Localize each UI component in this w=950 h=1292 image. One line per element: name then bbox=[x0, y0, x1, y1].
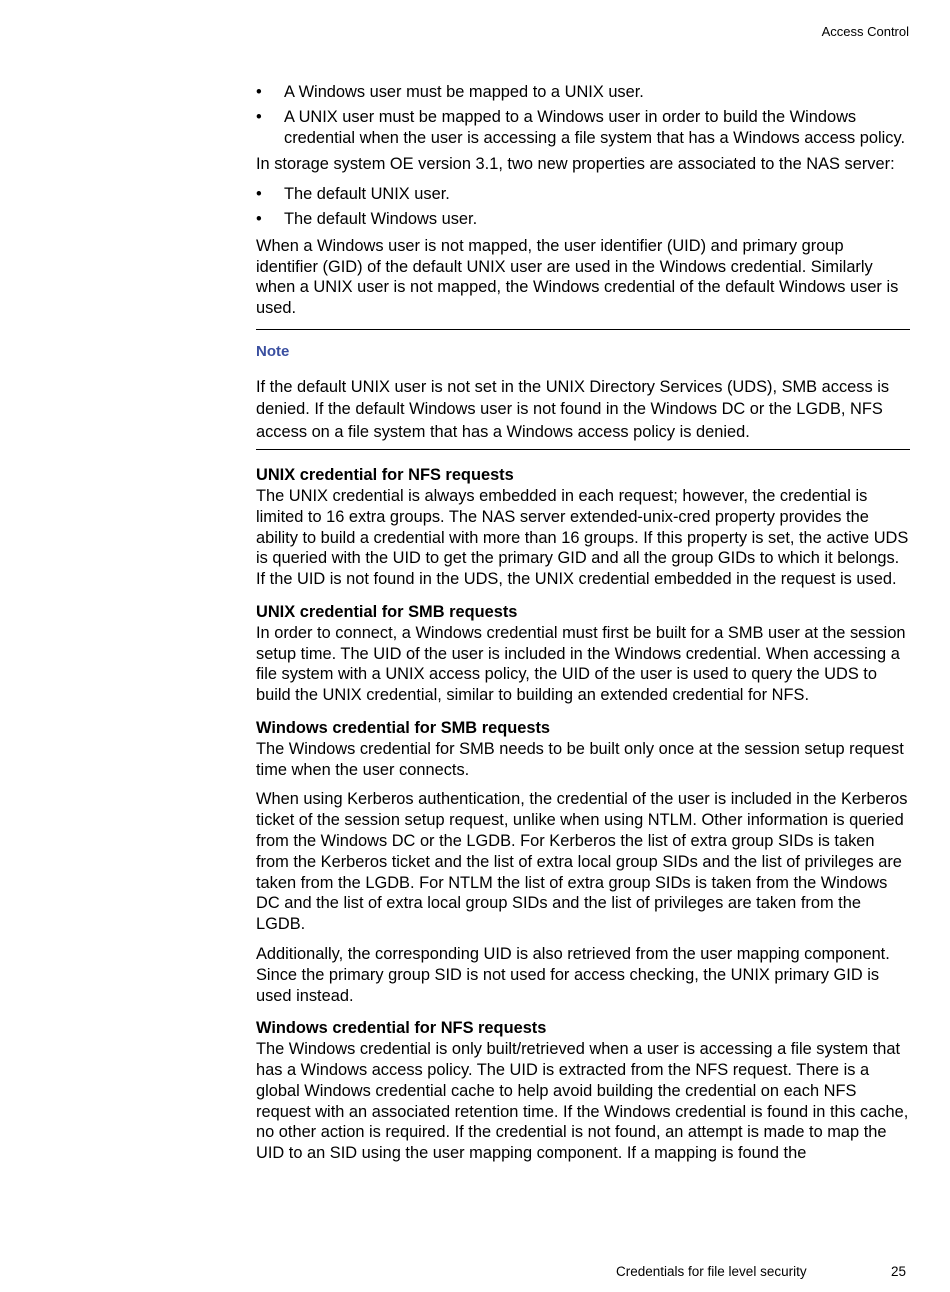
list-item: • The default UNIX user. bbox=[256, 185, 450, 204]
section-body-windows-smb-1: The Windows credential for SMB needs to be built only once at the session setup request time when the user connects. bbox=[256, 739, 904, 779]
section-title-windows-nfs: Windows credential for NFS requests bbox=[256, 1019, 547, 1038]
unmapped-user-paragraph: When a Windows user is not mapped, the user identifier (UID) and primary group identifier (GID) of the default UNIX user are used in the Windows credential. Similarly when a UNIX user is not mapped, the Windows credential of the default Windows user is used. bbox=[256, 236, 899, 318]
list-item: • A UNIX user must be mapped to a Windows user in order to build the Windows credential when the user is accessing a file system that has a Windows access policy. bbox=[256, 107, 906, 147]
section-body-unix-smb: In order to connect, a Windows credential must first be built for a SMB user at the session setup time. The UID of the user is included in the Windows credential. When accessing a file system with a UNIX access policy, the UID of the user is used to query the UDS to build the UNIX credential, similar to building an extended credential for NFS. bbox=[256, 623, 906, 705]
section-title-unix-nfs: UNIX credential for NFS requests bbox=[256, 466, 514, 485]
note-title: Note bbox=[256, 342, 290, 360]
note-body: If the default UNIX user is not set in the UNIX Directory Services (UDS), SMB access is denied. If the default Windows user is not found in the Windows DC or the LGDB, NFS access on a file system that has a Windows access policy is denied. bbox=[256, 377, 890, 441]
oe-version-paragraph: In storage system OE version 3.1, two new properties are associated to the NAS server: bbox=[256, 155, 895, 174]
list-item: • A Windows user must be mapped to a UNIX user. bbox=[256, 83, 644, 101]
bullet-icon: • bbox=[256, 209, 262, 228]
running-header: Access Control bbox=[821, 24, 909, 39]
section-body-unix-nfs: The UNIX credential is always embedded in each request; however, the credential is limited to 16 extra groups. The NAS server extended-unix-cred property provides the ability to build a credential with more than 16 groups. If this property is set, the active UDS is queried with the UID to get the primary GID and all the group GIDs to which it belongs. If the UID is not found in the UDS, the UNIX credential embedded in the request is used. bbox=[256, 487, 909, 589]
intro-bullet-list bbox=[256, 82, 910, 148]
page-content bbox=[256, 82, 910, 1173]
note-top-rule bbox=[256, 329, 910, 330]
section-title-unix-smb: UNIX credential for SMB requests bbox=[256, 603, 518, 622]
bullet-icon: • bbox=[256, 185, 262, 204]
section-body-windows-nfs: The Windows credential is only built/retrieved when a user is accessing a file system that has a Windows access policy. The UID is extracted from the NFS request. There is a global Windows credential cache to help avoid building the credential on each NFS request with an associated retention time. If the Windows credential is found in this cache, no other action is required. If the credential is not found, an attempt is made to map the UID to an SID using the user mapping component. If a mapping is found the bbox=[256, 1040, 909, 1163]
section-title-windows-smb: Windows credential for SMB requests bbox=[256, 719, 551, 738]
default-user-bullet-list bbox=[256, 184, 910, 230]
bullet-icon: • bbox=[256, 107, 262, 126]
footer-title: Credentials for file level security bbox=[616, 1264, 807, 1279]
note-bottom-rule bbox=[256, 449, 910, 450]
section-body-windows-smb-3: Additionally, the corresponding UID is also retrieved from the user mapping component. Since the primary group SID is not used for access checking, the UNIX primary GID is used instead. bbox=[256, 945, 890, 1005]
list-item: • The default Windows user. bbox=[256, 209, 478, 228]
page-number: 25 bbox=[891, 1264, 907, 1279]
bullet-icon: • bbox=[256, 83, 262, 101]
section-body-windows-smb-2: When using Kerberos authentication, the credential of the user is included in the Kerberos ticket of the session setup request, unlike when using NTLM. Other information is queried from the Windows DC or the LGDB. For Kerberos the list of extra group SIDs is taken from the Kerberos ticket and the list of extra local group SIDs and the list of privileges are taken from the LGDB. For NTLM the list of extra group SIDs is taken from the Windows DC and the list of extra local group SIDs and the list of privileges are taken from the LGDB. bbox=[256, 790, 908, 934]
